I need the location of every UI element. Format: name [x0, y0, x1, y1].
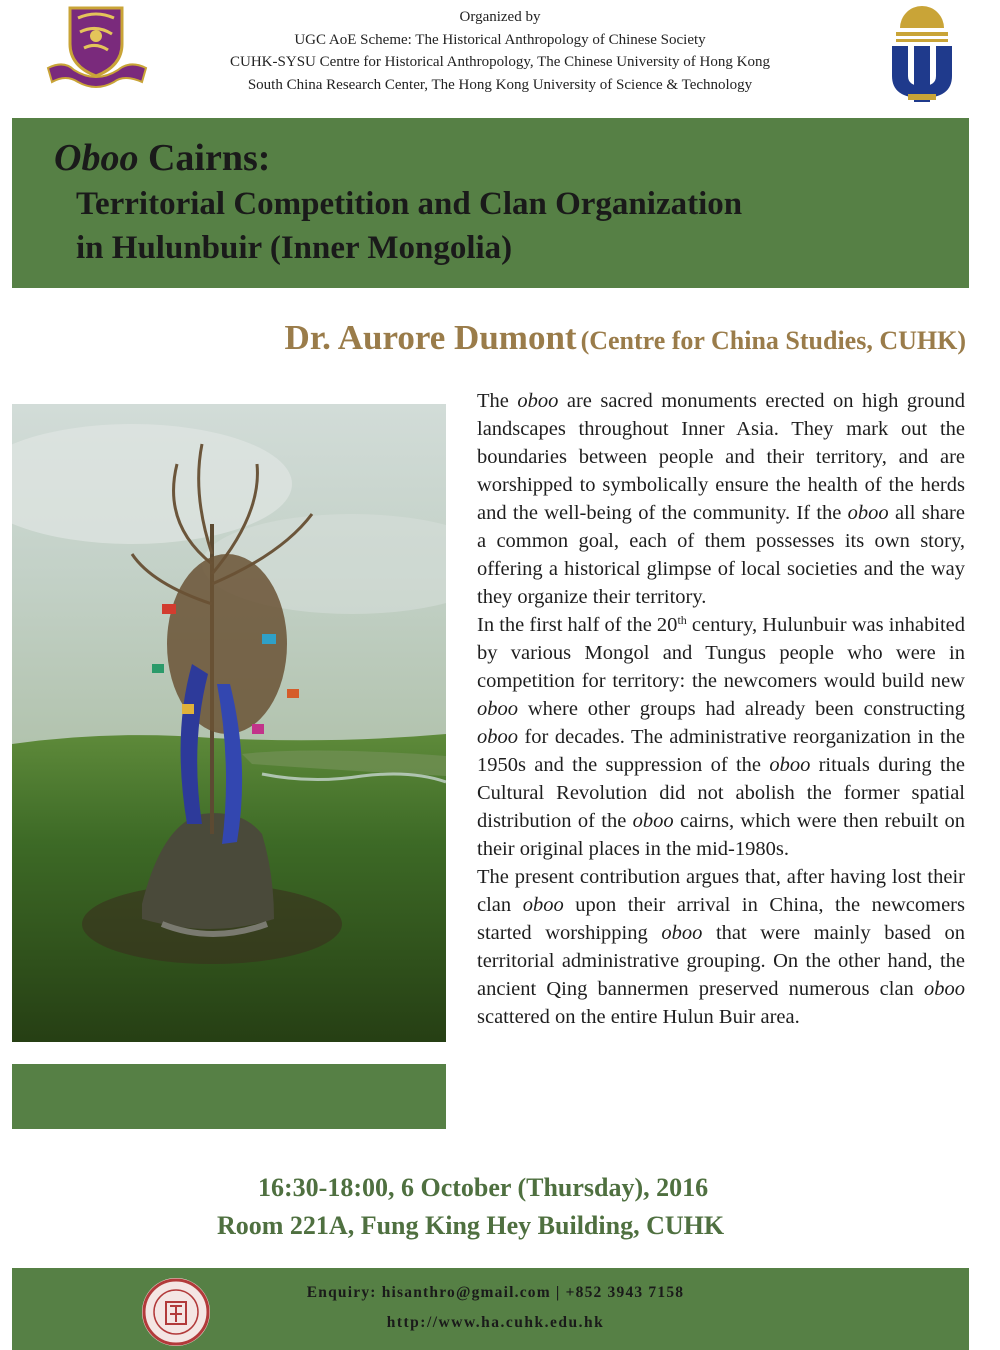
title-main-rest: Cairns:: [138, 137, 271, 179]
abstract-paragraph-2: In the first half of the 20th century, Hulunbuir was inhabited by various Mongol and Tungus people who were in competition for territory: the newcomers would build new oboo where other groups had already been constructing oboo for decades. The administrative reorganization in the 1950s and the suppression of the oboo rituals during the Cultural Revolution did not abolish the former spatial distribution of the oboo cairns, which were then rebuilt on their original places in the mid-1980s.: [477, 613, 966, 860]
title-band: [12, 118, 969, 288]
footer: [12, 1268, 969, 1350]
cuhk-crest-icon: [44, 4, 150, 90]
term-oboo: oboo: [769, 754, 811, 776]
hkust-logo-icon: [886, 6, 958, 102]
enquiry-line: Enquiry: hisanthro@gmail.com | +852 3943 7158: [306, 1284, 685, 1301]
speaker-affiliation: (Centre for China Studies, CUHK): [580, 326, 966, 355]
organizer-aoe-scheme: UGC AoE Scheme: The Historical Anthropology of Chinese Society: [294, 31, 706, 48]
term-oboo: oboo: [632, 810, 674, 832]
organizer-cuhk-sysu: CUHK-SYSU Centre for Historical Anthropology, The Chinese University of Hong Kong: [230, 54, 770, 70]
speaker-name: Dr. Aurore Dumont: [284, 318, 577, 357]
abstract: [477, 387, 965, 1031]
abstract-paragraph-3: The present contribution argues that, after having lost their clan oboo upon their arrival in China, the newcomers started worshipping oboo that were mainly based on territorial administrative grouping. On the other hand, the ancient Qing bannermen preserved numerous clan oboo scattered on the entire Hulun Buir area.: [477, 866, 965, 1028]
organizers-block: [160, 6, 840, 96]
organizer-hkust: South China Research Center, The Hong Kong University of Science & Technology: [247, 76, 753, 93]
term-oboo: oboo: [847, 502, 889, 524]
term-oboo: oboo: [517, 390, 559, 412]
speaker: [285, 318, 966, 358]
term-oboo: oboo: [924, 978, 965, 1000]
website-link[interactable]: http://www.ha.cuhk.edu.hk: [386, 1314, 605, 1331]
subtitle-line-1: Territorial Competition and Clan Organization: [76, 186, 743, 222]
organizers-heading: Organized by: [459, 9, 541, 25]
photo-caption-band: [12, 1064, 446, 1129]
event-time: 16:30-18:00, 6 October (Thursday), 2016: [258, 1173, 709, 1202]
event-venue: Room 221A, Fung King Hey Building, CUHK: [217, 1211, 725, 1240]
oboo-photo: [12, 404, 446, 1042]
page-title: [54, 136, 270, 180]
page-subtitle: [76, 182, 936, 270]
abstract-paragraph-1: The oboo are sacred monuments erected on high ground landscapes throughout Inner Asia. They mark out the boundaries between people and their territory, and are worshipped to symbolically ensure the health of the herds and the well-being of the community. If the oboo all share a common goal, each of them possesses its own story, offering a historical glimpse of local societies and the way they organize their territory.: [477, 390, 965, 608]
subtitle-line-2: in Hulunbuir (Inner Mongolia): [76, 230, 513, 266]
term-oboo: oboo: [477, 726, 518, 748]
term-oboo: oboo: [522, 894, 564, 916]
term-oboo: oboo: [477, 698, 518, 720]
term-oboo: oboo: [661, 922, 703, 944]
title-italic-term: Oboo: [54, 137, 139, 179]
